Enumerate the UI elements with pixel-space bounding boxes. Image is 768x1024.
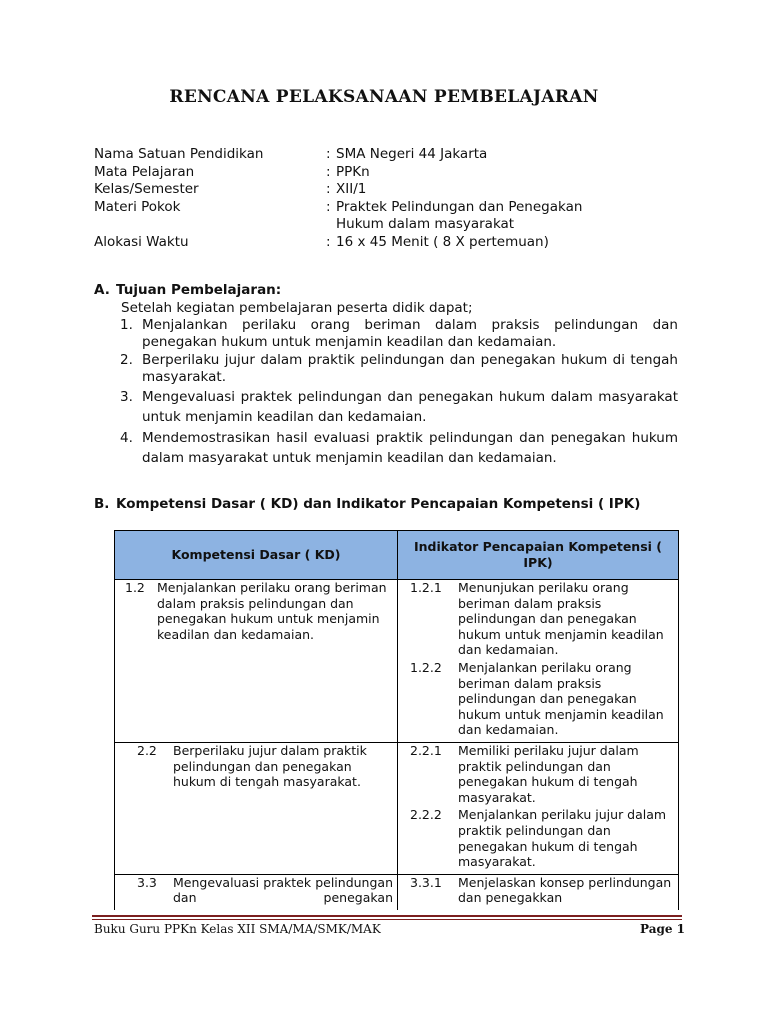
section-a (94, 282, 684, 468)
identity-colon: : (326, 146, 331, 162)
kd-code: 2.2 (137, 742, 157, 758)
identity-row (94, 199, 666, 217)
ipk-entry (402, 875, 674, 906)
section-b-heading (94, 496, 640, 512)
identity-value: Hukum dalam masyarakat (336, 216, 515, 232)
ipk-code: 2.2.1 (410, 742, 442, 758)
kd-entry (119, 875, 393, 906)
identity-label (94, 216, 326, 234)
identity-colon: : (326, 233, 331, 250)
list-item (94, 352, 684, 386)
ipk-code: 2.2.2 (410, 807, 442, 823)
identity-value: Praktek Pelindungan dan Penegakan (336, 198, 583, 215)
identity-row (94, 146, 666, 164)
kd-cell (115, 874, 398, 910)
ipk-entry (402, 807, 674, 869)
table-row (115, 742, 679, 874)
list-item (94, 428, 684, 468)
table-row (115, 580, 679, 743)
kd-cell (115, 742, 398, 874)
identity-value: XII/1 (336, 181, 367, 197)
ipk-code: 1.2.1 (410, 580, 442, 595)
ipk-entry (402, 580, 674, 658)
identity-label: Mata Pelajaran (94, 163, 195, 180)
section-title: Tujuan Pembelajaran: (116, 282, 282, 298)
identity-colon: : (326, 198, 331, 215)
list-item (94, 317, 684, 351)
ipk-text: Menjelaskan konsep perlindungan dan penegakkan (458, 874, 672, 906)
identity-label: Nama Satuan Pendidikan (94, 146, 264, 162)
ipk-text: Menunjukan perilaku orang beriman dalam praksis pelindungan dan penegakan hukum untuk menjamin keadilan dan kedamaian. (458, 580, 664, 658)
identity-value: SMA Negeri 44 Jakarta (336, 146, 488, 162)
table-row (115, 874, 679, 910)
identity-colon: : (326, 181, 331, 197)
ipk-code: 1.2.2 (410, 659, 442, 675)
identity-row (94, 181, 666, 199)
ipk-cell (398, 580, 679, 743)
section-title: Kompetensi Dasar ( KD) dan Indikator Pencapaian Kompetensi ( IPK) (116, 496, 641, 512)
section-a-heading (94, 282, 684, 298)
ipk-entry (402, 660, 674, 738)
list-number: 3. (120, 389, 133, 405)
list-number: 4. (120, 430, 133, 446)
kd-text: Mengevaluasi praktek pelindungan dan penegakan (173, 874, 393, 906)
section-a-intro: Setelah kegiatan pembelajaran peserta didik dapat; (121, 300, 473, 316)
list-number: 2. (120, 352, 133, 368)
kd-entry (119, 580, 393, 642)
list-text: Mengevaluasi praktek pelindungan dan penegakan hukum dalam masyarakat untuk menjamin keadilan dan kedamaian. (142, 389, 678, 425)
ipk-text: Memiliki perilaku jujur dalam praktik pelindungan dan penegakan hukum di tengah masyarakat. (458, 742, 639, 805)
ipk-cell (398, 742, 679, 874)
identity-value: 16 x 45 Menit ( 8 X pertemuan) (336, 233, 549, 250)
identity-row (94, 164, 666, 182)
page-number: Page 1 (640, 922, 686, 936)
kd-text: Berperilaku jujur dalam praktik pelindungan dan penegakan hukum di tengah masyarakat. (173, 742, 367, 790)
document-title: RENCANA PELAKSANAAN PEMBELAJARAN (169, 87, 599, 107)
footer-rule (92, 915, 682, 917)
header-ipk: Indikator Pencapaian Kompetensi ( IPK) (398, 531, 679, 580)
identity-label: Kelas/Semester (94, 181, 199, 197)
identity-label: Materi Pokok (94, 198, 181, 215)
identity-label: Alokasi Waktu (94, 233, 189, 250)
kd-text: Menjalankan perilaku orang beriman dalam praksis pelindungan dan penegakan hukum untuk menjamin keadilan dan kedamaian. (157, 580, 387, 642)
kd-code: 1.2 (125, 580, 145, 595)
kd-entry (119, 743, 393, 790)
identity-block (94, 146, 666, 251)
footer-rule-thin (92, 919, 682, 920)
table-header-row (115, 531, 679, 580)
kd-code: 3.3 (137, 874, 157, 890)
ipk-text: Menjalankan perilaku orang beriman dalam praksis pelindungan dan penegakan hukum untuk menjamin keadilan dan kedamaian. (458, 659, 664, 738)
ipk-code: 3.3.1 (410, 874, 442, 890)
section-letter: A. (94, 282, 110, 298)
identity-colon (326, 216, 336, 234)
learning-goals-list (94, 317, 684, 468)
list-text: Berperilaku jujur dalam praktik pelindungan dan penegakan hukum di tengah masyarakat. (142, 352, 678, 385)
list-text: Mendemostrasikan hasil evaluasi praktik pelindungan dan penegakan hukum dalam masyarakat untuk menjamin keadilan dan kedamaian. (142, 430, 678, 466)
competency-table (114, 530, 679, 910)
identity-row (94, 234, 666, 252)
identity-colon: : (326, 163, 331, 180)
ipk-cell (398, 874, 679, 910)
ipk-entry (402, 743, 674, 805)
identity-value: PPKn (336, 163, 370, 180)
header-kd: Kompetensi Dasar ( KD) (115, 531, 398, 580)
footer-book-title: Buku Guru PPKn Kelas XII SMA/MA/SMK/MAK (94, 922, 381, 936)
list-text: Menjalankan perilaku orang beriman dalam praksis pelindungan dan penegakan hukum untuk menjamin keadilan dan kedamaian. (142, 317, 678, 350)
list-number: 1. (120, 317, 133, 333)
identity-row (94, 216, 666, 234)
section-letter: B. (94, 496, 110, 512)
list-item (94, 387, 684, 427)
kd-cell (115, 580, 398, 743)
ipk-text: Menjalankan perilaku jujur dalam praktik pelindungan dan penegakan hukum di tengah masyarakat. (458, 807, 667, 870)
